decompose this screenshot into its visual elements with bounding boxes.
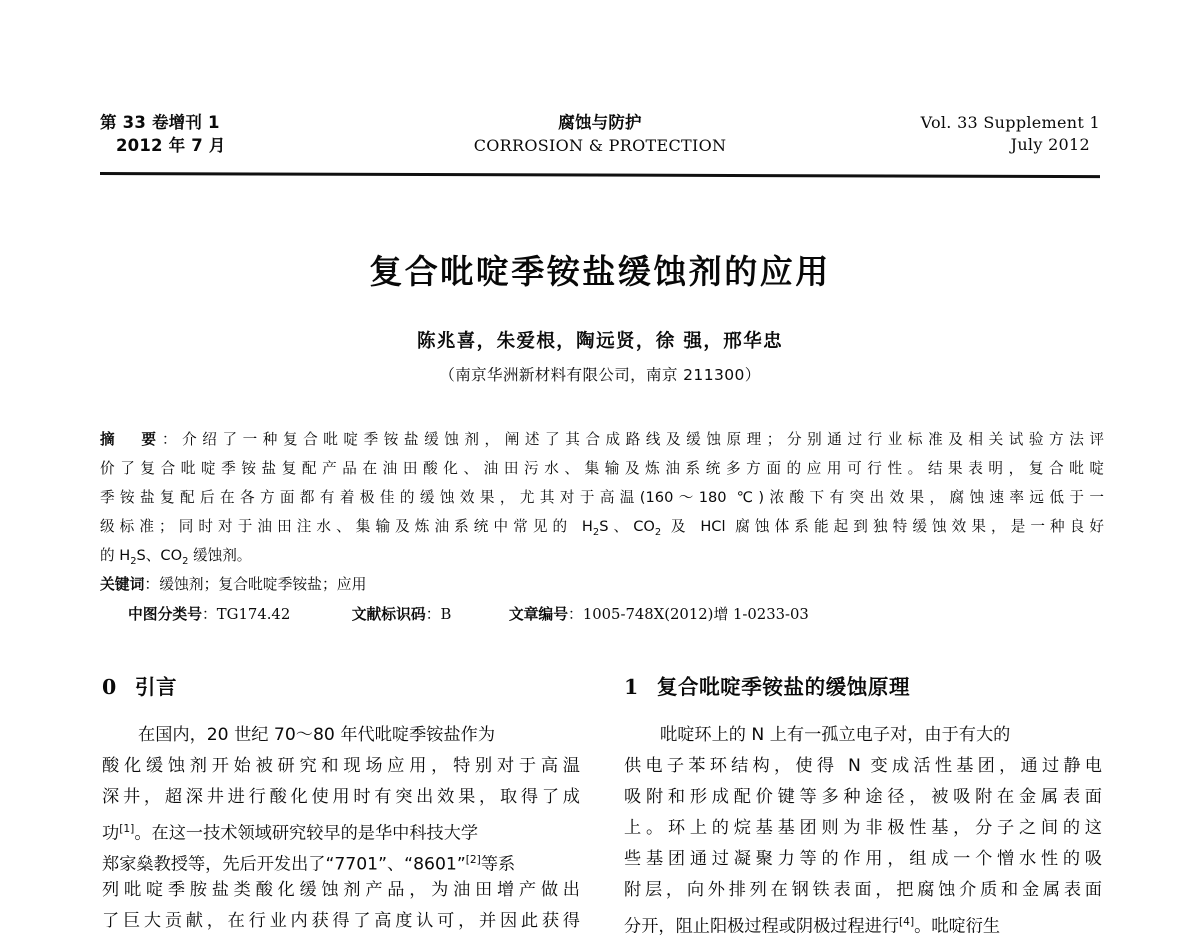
document-code	[352, 603, 452, 624]
body-text: 功	[102, 823, 120, 844]
abstract-text-1: ：介绍了一种复合吡啶季铵盐缓蚀剂，阐述了其合成路线及缓蚀原理；分别通过行业标准及相关试验方法评	[161, 431, 1104, 448]
body-column-left	[102, 672, 580, 937]
body-line	[624, 906, 1102, 937]
body-line: 酸化缓蚀剂开始被研究和现场应用，特别对于高温	[102, 756, 580, 776]
abstract-line-4-c: 及 HCl 腐蚀体系能起到独特缓蚀效果，是一种良好	[661, 518, 1104, 535]
keywords-label: 关键词	[100, 576, 145, 593]
body-column-right	[624, 672, 1102, 937]
body-line: 附层，向外排列在钢铁表面，把腐蚀介质和金属表面	[624, 880, 1102, 900]
article-authors: 陈兆喜，朱爱根，陶远贤，徐 强，邢华忠	[416, 331, 784, 352]
reference-marker: [2]	[465, 853, 481, 866]
classification-line	[128, 603, 1088, 624]
body-line: 吡啶环上的 N 上有一孤立电子对，由于有大的	[660, 725, 1011, 745]
abstract-line-2: 价了复合吡啶季铵盐复配产品在油田酸化、油田污水、集输及炼油系统多方面的应用可行性。结果表明，复合吡啶	[100, 460, 1104, 477]
abstract-label: 摘 要	[100, 431, 162, 448]
abstract-line-4	[100, 512, 1104, 541]
abstract-line-3: 季铵盐复配后在各方面都有着极佳的缓蚀效果，尤其对于高温(160～180 ℃)浓酸下有突出效果，腐蚀速率远低于一	[100, 489, 1104, 506]
running-head	[100, 112, 1100, 170]
clc-value: ：TG174.42	[202, 606, 291, 623]
article-title: 复合吡啶季铵盐缓蚀剂的应用	[369, 252, 831, 291]
abstract-line-5-a: 的 H	[100, 547, 131, 564]
author-affiliation: （南京华洲新材料有限公司，南京 211300）	[439, 366, 761, 384]
abstract-line-4-sub1: 2	[592, 526, 600, 538]
abstract-block	[100, 425, 1104, 600]
clc-number	[128, 603, 290, 624]
body-line: 供电子苯环结构，使得 N 变成活性基团，通过静电	[624, 756, 1102, 776]
reference-marker: [1]	[119, 822, 135, 835]
section-0-paragraph	[102, 720, 580, 937]
body-line: 列吡啶季胺盐类酸化缓蚀剂产品，为油田增产做出	[102, 880, 580, 900]
body-line: 深井，超深井进行酸化使用时有突出效果，取得了成	[102, 787, 580, 807]
document-code-value: ：B	[425, 606, 452, 623]
abstract-line-5-sub2: 2	[182, 555, 189, 567]
abstract-line-5-c: 缓蚀剂。	[188, 547, 252, 564]
document-code-label: 文献标识码	[351, 606, 426, 623]
body-line	[102, 844, 580, 875]
abstract-line-5-sub1: 2	[130, 555, 137, 567]
header-divider-rule	[100, 172, 1100, 178]
journal-title-cn: 腐蚀与防护	[558, 113, 642, 132]
keywords-value: ：缓蚀剂；复合吡啶季铵盐；应用	[144, 576, 367, 593]
section-number-1: 1	[624, 675, 639, 699]
body-text: 等系	[480, 854, 516, 875]
keywords-line	[100, 570, 1104, 600]
section-title-0: 引言	[134, 675, 178, 699]
issue-date-cn: 2012 年 7 月	[116, 135, 226, 155]
body-text: 郑家燊教授等，先后开发出了“7701”、“8601”	[102, 854, 466, 875]
article-id-label: 文章编号	[508, 606, 569, 623]
section-number-0: 0	[102, 675, 117, 699]
body-text: 分开，阻止阳极过程或阴极过程进行	[624, 916, 900, 937]
article-id-value: ：1005-748X(2012)增 1-0233-03	[568, 606, 809, 623]
body-line: 了巨大贡献，在行业内获得了高度认可，并因此获得	[102, 911, 580, 931]
body-line: 吸附和形成配价键等多种途径，被吸附在金属表面	[624, 787, 1102, 807]
section-heading-0	[102, 672, 580, 706]
abstract-line-5-b: S、CO	[136, 547, 183, 564]
section-heading-1	[624, 672, 1102, 706]
section-1-paragraph	[624, 720, 1102, 937]
body-text: 。在这一技术领域研究较早的是华中科技大学	[134, 823, 479, 844]
abstract-line-4-b: S、CO	[599, 518, 655, 535]
volume-issue-en: Vol. 33 Supplement 1	[920, 113, 1100, 132]
body-line: 些基团通过凝聚力等的作用，组成一个憎水性的吸	[624, 849, 1102, 869]
reference-marker: [4]	[899, 915, 915, 928]
section-title-1: 复合吡啶季铵盐的缓蚀原理	[656, 675, 911, 699]
body-line: 上。环上的烷基基团则为非极性基，分子之间的这	[624, 818, 1102, 838]
abstract-line-5	[100, 541, 1104, 570]
volume-issue-cn: 第 33 卷增刊 1	[100, 113, 220, 132]
body-text: 。吡啶衍生	[914, 916, 1001, 937]
issue-date-en: July 2012	[1010, 135, 1090, 155]
abstract-line-1	[100, 425, 1104, 454]
abstract-line-4-a: 级标准；同时对于油田注水、集输及炼油系统中常见的 H	[100, 518, 593, 535]
abstract-line-4-sub2: 2	[654, 526, 662, 538]
clc-label: 中图分类号	[128, 606, 202, 623]
journal-title-en: CORROSION & PROTECTION	[473, 135, 727, 155]
body-line	[102, 813, 580, 844]
running-head-right	[921, 112, 1100, 156]
article-id	[509, 603, 809, 624]
body-line: 在国内，20 世纪 70～80 年代吡啶季铵盐作为	[138, 725, 496, 745]
